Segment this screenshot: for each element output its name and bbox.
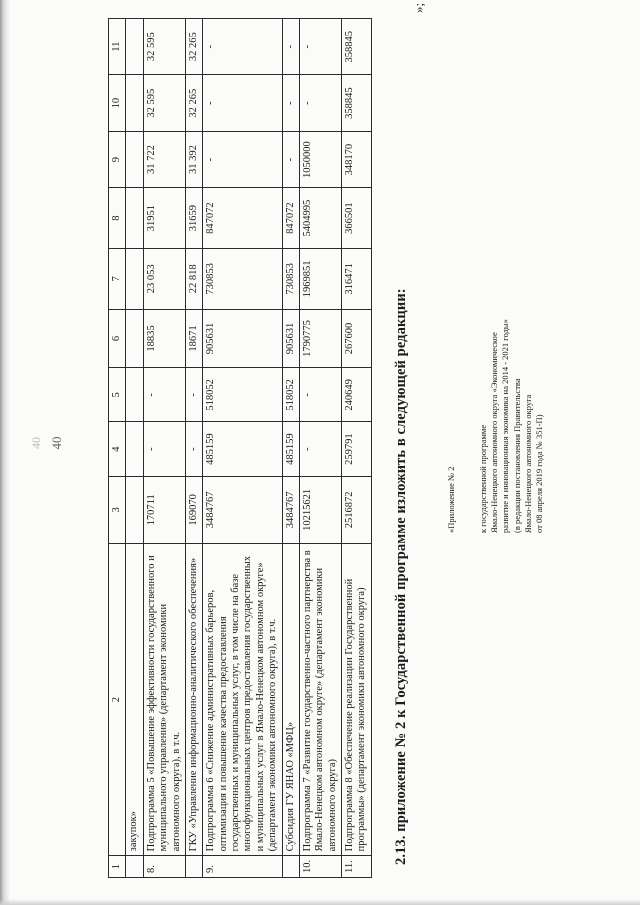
table-header-row [109,19,126,878]
row-value: 730853 [282,248,299,309]
row-value: 730853 [203,248,282,309]
row-number: 9. [203,856,282,878]
rotated-document [25,0,625,893]
row-value: - [299,75,341,131]
row-value: - [299,422,341,476]
row-value: 485159 [282,422,299,476]
table-row [299,19,341,878]
col-header: 9 [109,131,126,187]
row-value: 1050000 [299,131,341,187]
table-row [143,19,185,878]
row-value: 358845 [342,75,372,131]
page-number: 40 [49,436,64,450]
row-value: 518052 [203,368,282,422]
appendix-note-line: Ямало-Ненецкого автономного округа «Экономическое [489,332,500,533]
row-name: Подпрограмма 5 «Повышение эффективности государственного и муниципального управления» (департамент экономики автономного округа), в т.ч. [143,543,185,855]
col-header: 10 [109,75,126,131]
row-value: 1969851 [299,248,341,309]
row-value: - [282,19,299,75]
row-value: 10215621 [299,476,341,543]
appendix-note-line: к государственной программе [478,424,488,533]
row-value: 267600 [342,309,372,368]
row-value [126,368,143,422]
row-value: 485159 [203,422,282,476]
row-value: 316471 [342,248,372,309]
row-value [126,422,143,476]
row-value: 3484767 [282,476,299,543]
row-value: 23 053 [143,248,185,309]
row-name: ГКУ «Управление информационно-аналитического обеспечения» [185,543,202,855]
row-value [126,248,143,309]
row-number [185,856,202,878]
row-value: 905631 [282,309,299,368]
row-value: 170711 [143,476,185,543]
row-value: 31659 [185,188,202,249]
col-header: 7 [109,248,126,309]
col-header: 3 [109,476,126,543]
row-number: 11. [342,856,372,878]
row-value [126,131,143,187]
row-value: - [203,131,282,187]
table-row [185,19,202,878]
table-row [342,19,372,878]
row-number [126,856,143,878]
row-value: 31 392 [185,131,202,187]
scan-edge-shadow [0,0,10,905]
row-name: Субсидия ГУ ЯНАО «МФЦ» [282,543,299,855]
table-row [282,19,299,878]
row-value: 22 818 [185,248,202,309]
appendix-title: «Приложение № 2 [446,466,456,533]
row-value: 31951 [143,188,185,249]
scan-bottom-edge [0,899,640,905]
row-value: 366501 [342,188,372,249]
page-number-ghost: 40 [29,437,43,449]
row-value: 518052 [282,368,299,422]
table-row [203,19,282,878]
funding-table [108,18,372,878]
appendix-note-line: (в редакции постановления Правительства [511,378,522,533]
col-header: 5 [109,368,126,422]
amendment-text: приложение № 2 к Государственной программе изложить в следующей редакции: [393,288,409,832]
row-value: - [299,19,341,75]
row-value: 18835 [143,309,185,368]
col-header: 2 [109,543,126,855]
row-name: Подпрограмма 7 «Развитие государственно-частного партнерства в Ямало-Ненецком автономном округе» (департамент экономики автономного округа) [299,543,341,855]
row-value: - [185,368,202,422]
row-value: 5404995 [299,188,341,249]
row-value: - [143,422,185,476]
row-value: 18671 [185,309,202,368]
row-value: 2516872 [342,476,372,543]
row-value: - [299,368,341,422]
row-value: - [282,131,299,187]
row-value: 847072 [282,188,299,249]
row-value: 32 265 [185,19,202,75]
row-number: 10. [299,856,341,878]
col-header: 8 [109,188,126,249]
row-value: 32 595 [143,19,185,75]
row-value: 1790775 [299,309,341,368]
row-name: Подпрограмма 8 «Обеспечение реализации Государственной программы» (департамент экономики автономного округа) [342,543,372,855]
row-value: - [282,75,299,131]
row-value [126,75,143,131]
row-value [126,188,143,249]
row-value: 348170 [342,131,372,187]
row-value: 169070 [185,476,202,543]
row-value: 905631 [203,309,282,368]
row-value: 358845 [342,19,372,75]
row-value [126,19,143,75]
table-row [126,19,143,878]
row-value: 32 265 [185,75,202,131]
row-value: - [143,368,185,422]
amendment-number: 2.13. [393,835,409,865]
row-value: 240649 [342,368,372,422]
col-header: 1 [109,856,126,878]
row-number: 8. [143,856,185,878]
row-value: - [185,422,202,476]
row-number [282,856,299,878]
row-value: - [203,19,282,75]
col-header: 11 [109,19,126,75]
col-header: 6 [109,309,126,368]
appendix-note-line: развитие и инновационная экономика на 2014 - 2021 годы» [500,319,511,533]
row-name: Подпрограмма 6 «Снижение административных барьеров, оптимизация и повышение качества предоставления государственных и муниципальных услуг, в том числе на базе многофункциональных центров предоставления государственных и муниципальных услуг в Ямало-Ненецком автономном округе» (департамент экономики автономного округа), в т.ч. [203,543,282,855]
closing-quote-mark: »; [411,2,426,13]
row-value [126,309,143,368]
col-header: 4 [109,422,126,476]
appendix-note-line: от 08 апреля 2019 года № 351-П) [534,414,545,533]
row-value: 847072 [203,188,282,249]
row-value: 31 722 [143,131,185,187]
row-value: 259791 [342,422,372,476]
row-value: 32 595 [143,75,185,131]
row-value [126,476,143,543]
appendix-note [478,319,545,533]
row-value: - [203,75,282,131]
amendment-heading [393,288,410,865]
appendix-note-line: Ямало-Ненецкого автономного округа [522,394,533,533]
row-name: закупок» [126,543,143,855]
row-value: 3484767 [203,476,282,543]
